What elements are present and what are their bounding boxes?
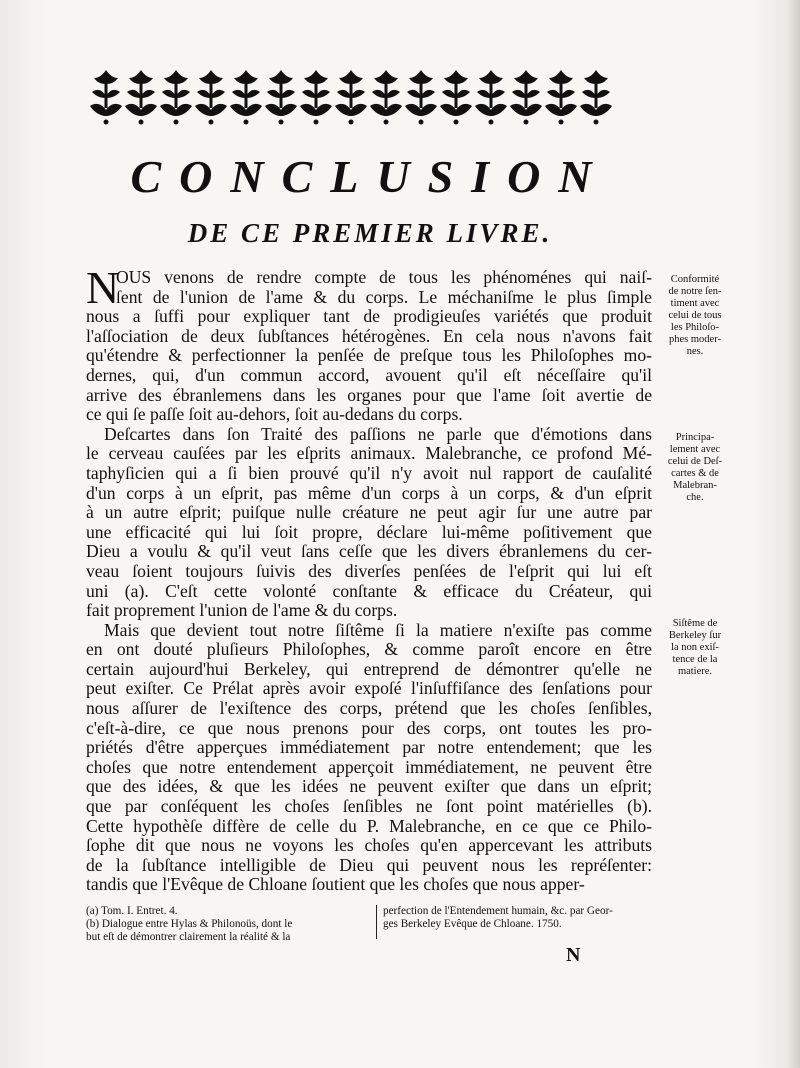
text-line: arrive des ébranlemens dans les organes pour que l'ame ſoit avertie de (86, 385, 652, 405)
page-edge-shadow (786, 0, 800, 1068)
text-line: peut exiſter. Ce Prélat après avoir expoſé l'inſuffiſance des ſenſations pour (86, 679, 652, 699)
text-line: dernes, qui, d'un commun accord, avouent qu'il eſt néceſſaire qu'il (86, 365, 652, 385)
body-text (86, 262, 652, 895)
margin-note-line: timent avec (670, 298, 720, 309)
text-line: priétés d'être apperçues immédiatement par notre entendement; que les (86, 738, 652, 758)
text-line: tandis que l'Evêque de Chloane ſoutient que les choſes que nous apper- (86, 875, 585, 895)
margin-note-line: Berkeley ſur (668, 630, 722, 641)
page-subtitle: DE CE PREMIER LIVRE. (187, 218, 553, 248)
text-line: que des idées, & que les idées ne peuvent exiſter que dans un eſprit; (86, 777, 652, 797)
footnote-line: (a) Tom. I. Entret. 4. (86, 905, 178, 917)
margin-note-line: celui de tous (668, 310, 722, 321)
margin-note-line: Principa- (675, 432, 715, 443)
text-line: le cerveau cauſées par les eſprits animaux. Malebranche, ce profond Mé- (86, 444, 652, 464)
text-line: nous aſſurer de l'exiſtence des corps, prétend que les choſes ſenſibles, (86, 699, 652, 719)
footnotes-left-column (86, 905, 366, 944)
text-line: veau ſoient toujours ſuivis des diverſes penſées de l'eſprit qui lui eſt (86, 561, 652, 581)
text-line: Mais que devient tout notre ſiſtême ſi la matiere n'exiſte pas comme (104, 620, 652, 640)
text-line: ſophe dit que nous ne voyons les choſes qu'en appercevant les attributs (86, 836, 652, 856)
margin-note-line: lement avec (669, 444, 721, 455)
footnote-line: but eſt de démontrer clairement la réalité & la (86, 931, 291, 943)
text-line: qu'étendre & perfectionner la penſée de preſque tous les Philoſophes mo- (86, 346, 652, 366)
text-line: ſent de l'union de l'ame & du corps. Le méchaniſme le plus ſimple (116, 287, 652, 307)
footnote-line: ges Berkeley Evêque de Chloane. 1750. (383, 918, 562, 930)
footnote-line: (b) Dialogue entre Hylas & Philonoüs, dont le (86, 918, 293, 930)
margin-note-line: matiere. (677, 666, 713, 677)
text-line: une efficacité qui lui ſoit propre, déclare lui-même poſitivement que (86, 522, 652, 542)
text-line: ce qui ſe paſſe ſoit au-dehors, ſoit au-dedans du corps. (86, 405, 463, 425)
text-line: OUS venons de rendre compte de tous les phénoménes qui naiſ- (116, 268, 652, 287)
text-line: de la ſubſtance intelligible de Dieu qui peuvent nous les repréſenter: (86, 855, 652, 875)
margin-note-line: phes moder- (669, 334, 721, 345)
drop-cap: N (86, 262, 120, 313)
margin-note-descartes (656, 432, 734, 504)
margin-note-line: la non exiſ- (671, 642, 719, 653)
margin-note-line: Siſtême de (672, 618, 718, 629)
text-line: d'un corps à un eſprit, pas même d'un corps à un corps, & d'un eſprit (86, 483, 652, 503)
text-line: à un autre eſprit; puiſque nulle créature ne peut agir ſur une autre par (86, 503, 652, 523)
margin-note-berkeley (656, 618, 734, 678)
margin-note-line: les Philoſo- (670, 322, 720, 333)
margin-note-line: de notre ſen- (668, 286, 722, 297)
text-line: Deſcartes dans ſon Traité des paſſions ne parle que d'émotions dans (104, 424, 652, 444)
signature-mark: N (566, 944, 581, 966)
fleuron-ornament-band (88, 66, 614, 126)
text-line: l'aſſociation de deux ſubſtances hétérogènes. En cela nous n'avons fait (86, 326, 652, 346)
text-line: taphyſicien qui a ſi bien prouvé qu'il n'y avoit nul rapport de cauſalité (86, 463, 652, 483)
footnotes-right-column (376, 905, 673, 939)
margin-note-line: cartes & de (671, 468, 719, 479)
page-title: CONCLUSION (130, 151, 610, 202)
text-line: que par conſéquent les choſes ſenſibles ne ſont point matérielles (b). (86, 797, 652, 817)
margin-note-line: tence de la (672, 654, 718, 665)
text-line: Dieu a voulu & qu'il veut ſans ceſſe que les divers ébranlemens du cer- (86, 542, 652, 562)
margin-note-line: che. (686, 492, 704, 503)
paragraphs (86, 262, 652, 895)
text-line: fait proprement l'union de l'ame & du corps. (86, 601, 398, 621)
text-line: uni (a). C'eſt cette volonté conſtante & efficace du Créateur, qui (86, 581, 652, 601)
text-line: certain aujourd'hui Berkeley, qui entreprend de démontrer qu'elle ne (86, 659, 652, 679)
text-line: nous a ſuffi pour expliquer tant de prodigieuſes variétés que produit (86, 307, 652, 327)
text-line: c'eſt-à-dire, ce que nous prenons pour des corps, ont toutes les pro- (86, 718, 652, 738)
margin-note-conformity (656, 274, 734, 358)
margin-note-line: nes. (686, 346, 704, 357)
text-line: choſes que notre entendement apperçoit immédiatement, ne peuvent être (86, 757, 652, 777)
text-line: en ont douté pluſieurs Philoſophes, & comme paroît encore en être (86, 640, 652, 660)
margin-note-line: Malebran- (673, 480, 717, 491)
margin-note-line: celui de Deſ- (667, 456, 723, 467)
text-line: Cette hypothèſe diffère de celle du P. Malebranche, en ce que ce Philo- (86, 816, 652, 836)
margin-note-line: Conformité (670, 274, 720, 285)
footnote-line: perfection de l'Entendement humain, &c. par Geor- (383, 905, 613, 917)
